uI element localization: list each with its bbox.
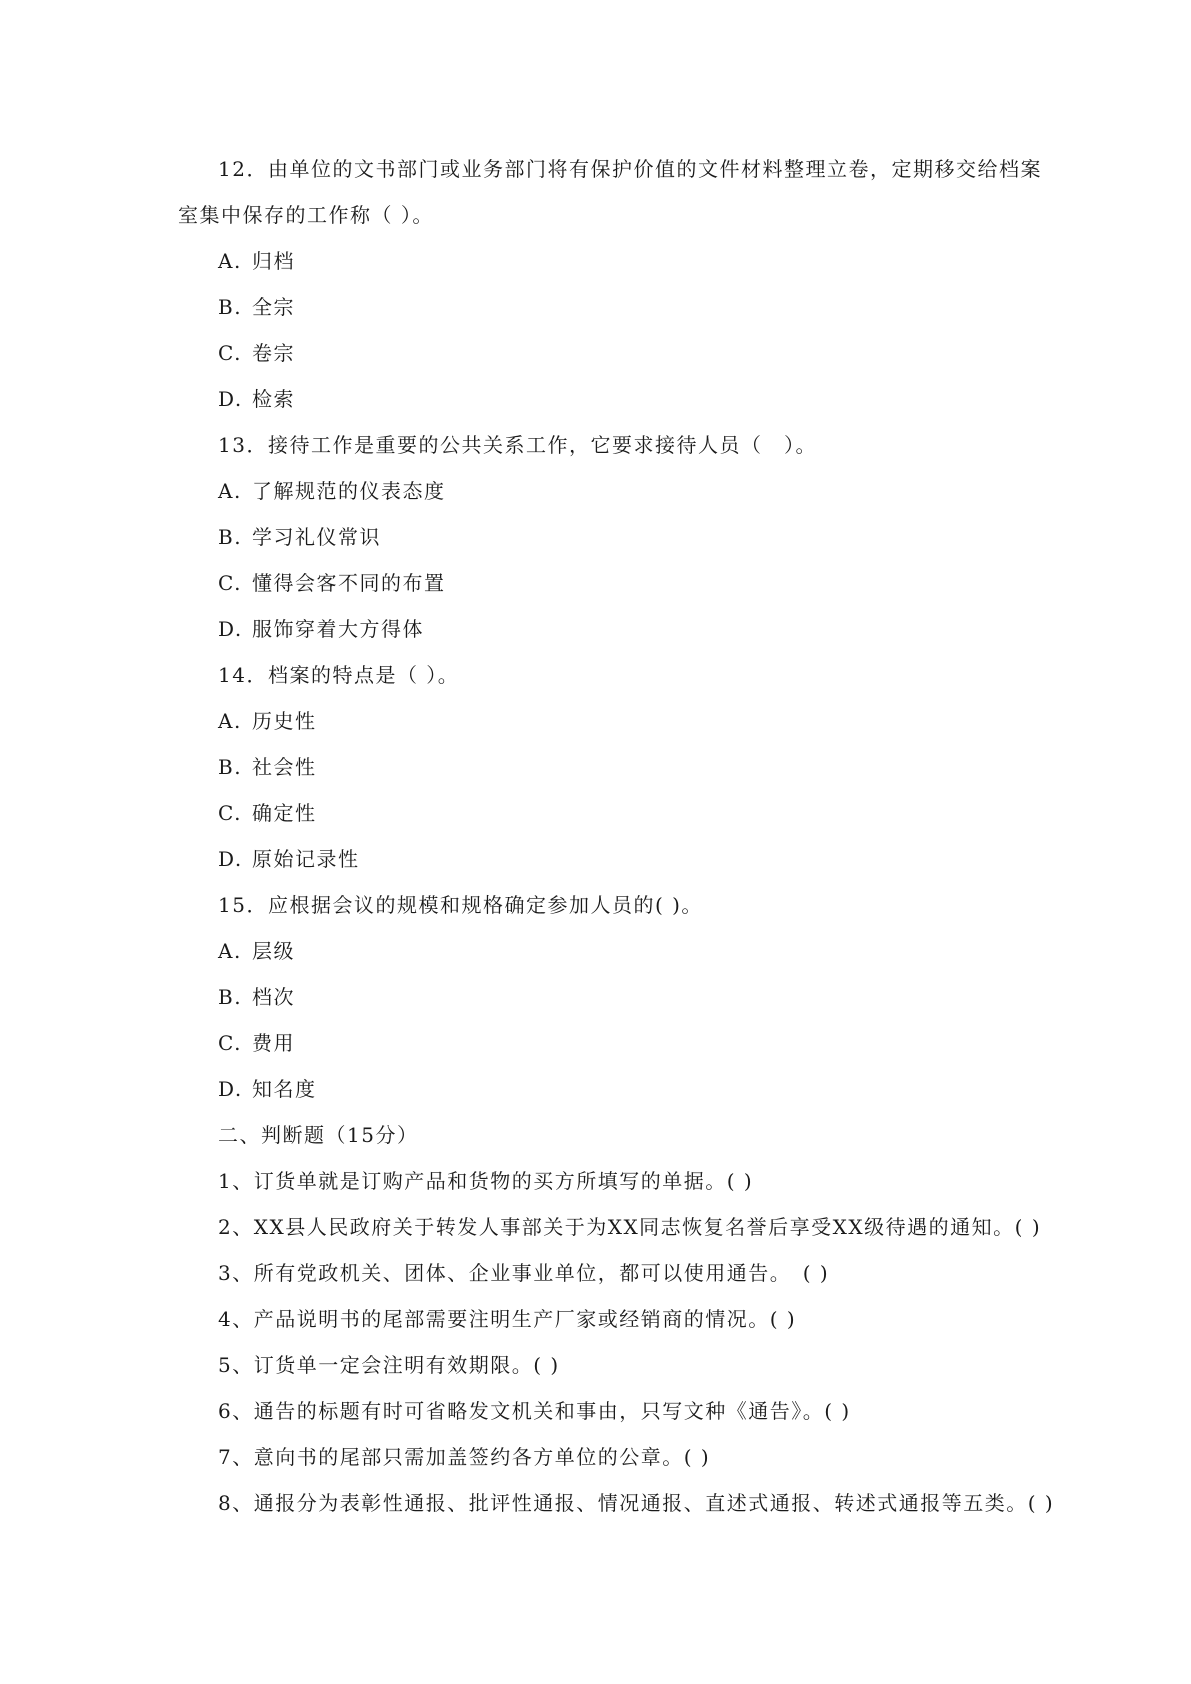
option-text: 懂得会客不同的布置 <box>252 571 446 595</box>
option-letter: B. <box>218 755 243 779</box>
option-letter: C. <box>218 801 242 825</box>
option-text: 费用 <box>252 1031 295 1055</box>
option-text: 服饰穿着大方得体 <box>252 617 424 641</box>
option-text: 档次 <box>252 985 295 1009</box>
section-heading: 二、判断题（15分） <box>218 1123 419 1147</box>
option-text: 卷宗 <box>252 341 295 365</box>
judgment-item-7: 7、意向书的尾部只需加盖签约各方单位的公章。( ) <box>218 1445 711 1469</box>
question-13-option-c <box>218 569 446 597</box>
question-14-line-1: 14．档案的特点是（ ）。 <box>218 663 460 687</box>
option-letter: A. <box>218 709 242 733</box>
option-letter: C. <box>218 1031 242 1055</box>
question-12-option-c <box>218 339 295 367</box>
option-text: 归档 <box>252 249 295 273</box>
question-14-option-d <box>218 845 360 873</box>
option-text: 了解规范的仪表态度 <box>252 479 446 503</box>
option-text: 历史性 <box>252 709 317 733</box>
question-12-option-b <box>218 293 295 321</box>
judgment-item-1: 1、订货单就是订购产品和货物的买方所填写的单据。( ) <box>218 1169 754 1193</box>
question-15-option-a <box>218 937 295 965</box>
judgment-item-6: 6、通告的标题有时可省略发文机关和事由，只写文种《通告》。( ) <box>218 1399 851 1423</box>
option-text: 社会性 <box>252 755 317 779</box>
question-12-line-1: 12．由单位的文书部门或业务部门将有保护价值的文件材料整理立卷，定期移交给档案 <box>218 157 1042 181</box>
option-letter: D. <box>218 847 243 871</box>
option-text: 确定性 <box>252 801 317 825</box>
question-13-option-d <box>218 615 424 643</box>
option-letter: A. <box>218 249 242 273</box>
option-letter: A. <box>218 939 242 963</box>
option-text: 全宗 <box>252 295 295 319</box>
question-15-line-1: 15．应根据会议的规模和规格确定参加人员的( )。 <box>218 893 703 917</box>
option-letter: D. <box>218 387 243 411</box>
question-12-line-2: 室集中保存的工作称（ ）。 <box>178 203 434 227</box>
question-14-option-b <box>218 753 317 781</box>
judgment-item-2: 2、XX县人民政府关于转发人事部关于为XX同志恢复名誉后享受XX级待遇的通知。( ) <box>218 1215 1042 1239</box>
question-15-option-c <box>218 1029 295 1057</box>
question-13-option-a <box>218 477 446 505</box>
option-text: 知名度 <box>252 1077 317 1101</box>
option-letter: B. <box>218 295 243 319</box>
question-12-option-d <box>218 385 295 413</box>
judgment-item-5: 5、订货单一定会注明有效期限。( ) <box>218 1353 560 1377</box>
option-letter: C. <box>218 341 242 365</box>
question-13-option-b <box>218 523 381 551</box>
option-text: 学习礼仪常识 <box>252 525 381 549</box>
judgment-item-8: 8、通报分为表彰性通报、批评性通报、情况通报、直述式通报、转述式通报等五类。( ) <box>218 1491 1055 1515</box>
question-13-line-1: 13．接待工作是重要的公共关系工作，它要求接待人员（ ）。 <box>218 433 817 457</box>
option-letter: D. <box>218 1077 243 1101</box>
option-letter: D. <box>218 617 243 641</box>
question-12-option-a <box>218 247 295 275</box>
option-letter: B. <box>218 525 243 549</box>
option-text: 原始记录性 <box>252 847 360 871</box>
option-text: 检索 <box>252 387 295 411</box>
question-14-option-a <box>218 707 317 735</box>
option-letter: B. <box>218 985 243 1009</box>
question-15-option-b <box>218 983 295 1011</box>
option-letter: C. <box>218 571 242 595</box>
question-15-option-d <box>218 1075 317 1103</box>
option-letter: A. <box>218 479 242 503</box>
option-text: 层级 <box>252 939 295 963</box>
judgment-item-3: 3、所有党政机关、团体、企业事业单位，都可以使用通告。 ( ) <box>218 1261 830 1285</box>
question-14-option-c <box>218 799 317 827</box>
judgment-item-4: 4、产品说明书的尾部需要注明生产厂家或经销商的情况。( ) <box>218 1307 797 1331</box>
